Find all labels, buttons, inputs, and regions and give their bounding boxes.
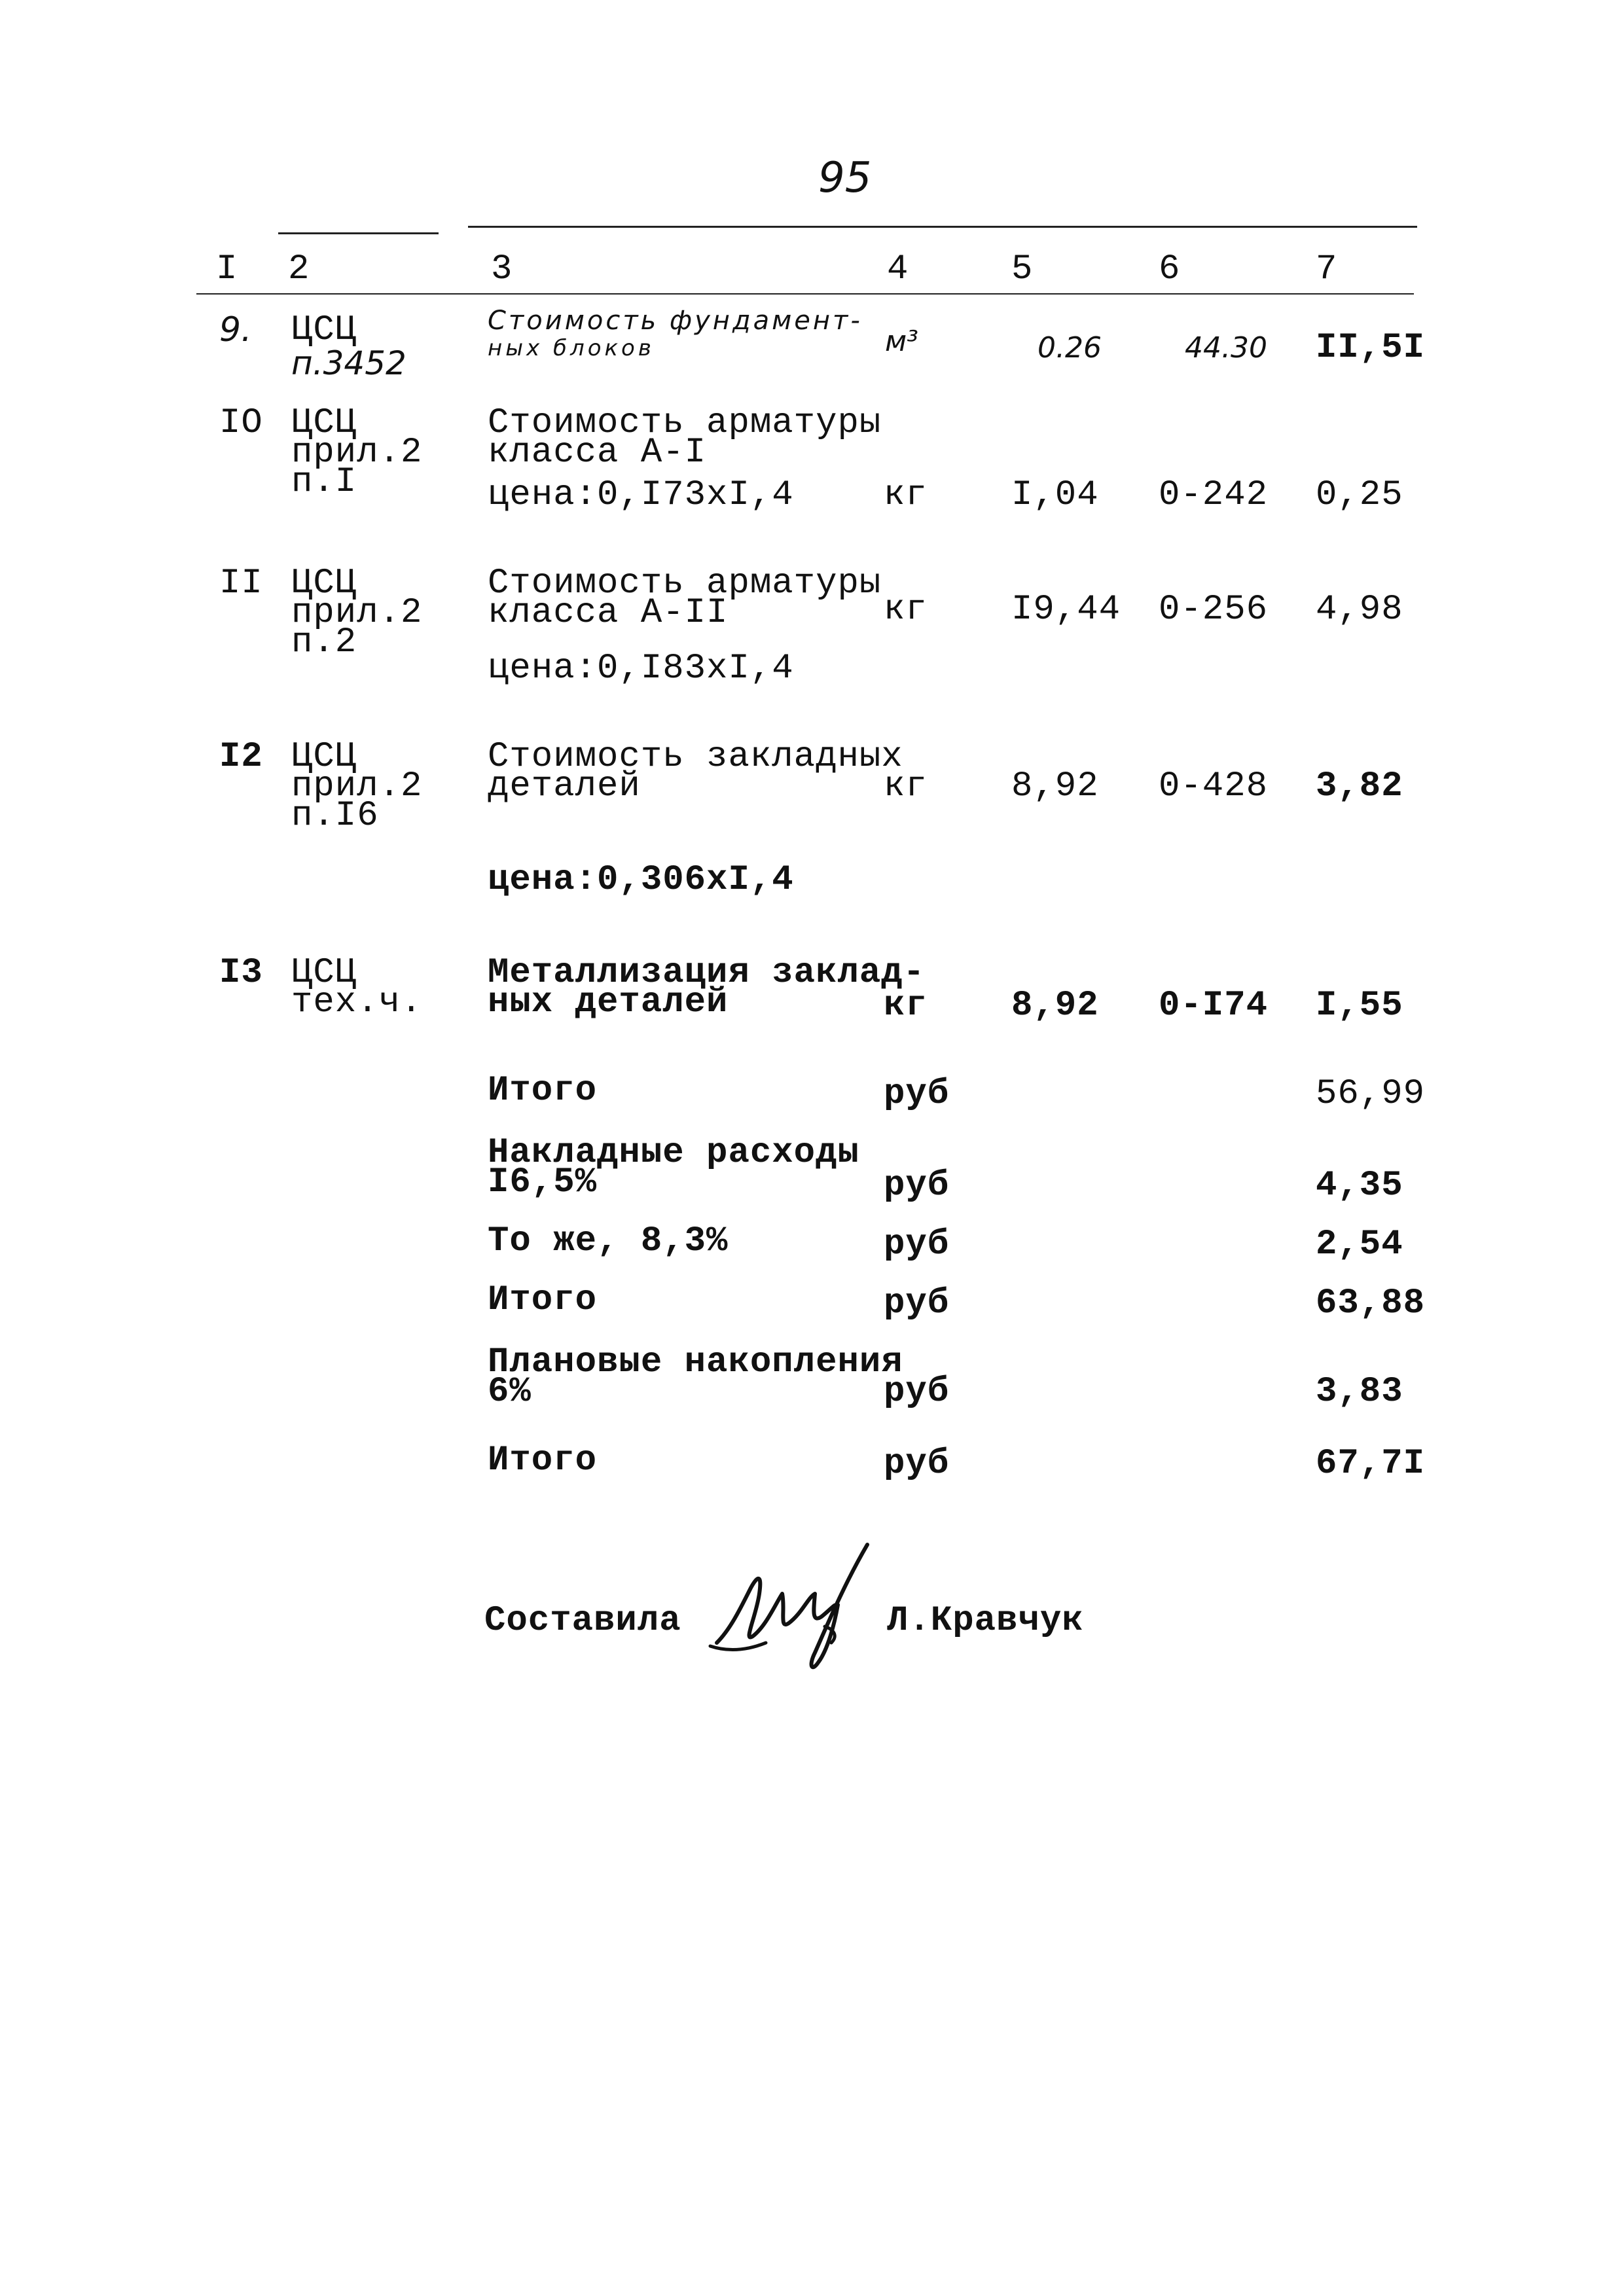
row-13-code-line-2: тех.ч. xyxy=(291,982,423,1022)
row-10-desc-line-1: Стоимость арматуры xyxy=(488,403,882,443)
compiler-name: Л.Кравчук xyxy=(887,1601,1084,1641)
row-12-code-line-1: ЦСЦ xyxy=(291,737,357,777)
row-12-unit: кг xyxy=(884,766,928,806)
col-header-2: 2 xyxy=(288,249,310,289)
row-13-quantity: 8,92 xyxy=(1011,986,1099,1026)
row-12-price-formula: цена:0,306xI,4 xyxy=(488,860,794,900)
summary-overhead-label-line-1: Накладные расходы xyxy=(488,1133,859,1173)
row-13-desc-line-1: Металлизация заклад- xyxy=(488,953,926,993)
row-12-code-line-2: прил.2 xyxy=(291,766,423,806)
page-number: 95 xyxy=(818,154,872,202)
row-10-total: 0,25 xyxy=(1316,475,1403,515)
row-9-unit-price: 44.30 xyxy=(1185,331,1267,365)
col-header-4: 4 xyxy=(887,249,909,289)
header-rule-right xyxy=(468,226,1417,228)
summary-planned-savings-label-line-1: Плановые накопления xyxy=(488,1342,903,1382)
row-9-unit: м³ xyxy=(885,325,918,358)
summary-subtotal-1-unit: руб xyxy=(884,1074,950,1114)
row-13-unit-price: 0-I74 xyxy=(1159,986,1269,1026)
summary-grand-total-total: 67,7I xyxy=(1316,1444,1426,1484)
row-11-unit: кг xyxy=(884,590,928,630)
row-12-number: I2 xyxy=(219,737,263,777)
row-13-total: I,55 xyxy=(1316,986,1403,1026)
row-12-desc-line-1: Стоимость закладных xyxy=(488,737,903,777)
row-10-price-formula: цена:0,I73xI,4 xyxy=(488,475,794,515)
row-11-code-line-1: ЦСЦ xyxy=(291,564,357,603)
row-9-number: 9. xyxy=(219,310,252,350)
col-header-7: 7 xyxy=(1316,249,1338,289)
summary-overhead-total: 4,35 xyxy=(1316,1166,1403,1206)
row-11-desc-line-1: Стоимость арматуры xyxy=(488,564,882,603)
row-10-number: IO xyxy=(219,403,263,443)
summary-grand-total-label: Итого xyxy=(488,1441,598,1480)
row-11-code-line-3: п.2 xyxy=(291,622,357,662)
summary-planned-savings-total: 3,83 xyxy=(1316,1372,1403,1412)
row-10-unit-price: 0-242 xyxy=(1159,475,1269,515)
row-12-code-line-3: п.I6 xyxy=(291,796,379,836)
row-9-desc-line-1: Стоимость фундамент- xyxy=(488,306,863,336)
row-9-code-line-1: ЦСЦ xyxy=(291,310,357,350)
row-13-number: I3 xyxy=(219,953,263,993)
col-header-5: 5 xyxy=(1011,249,1034,289)
row-12-total: 3,82 xyxy=(1316,766,1403,806)
header-underline xyxy=(196,293,1414,295)
row-11-code-line-2: прил.2 xyxy=(291,593,423,633)
col-header-1: I xyxy=(216,249,238,289)
summary-subtotal-2-total: 63,88 xyxy=(1316,1283,1426,1323)
compiled-by-label: Составила xyxy=(484,1601,681,1641)
summary-overhead-2-unit: руб xyxy=(884,1225,950,1265)
row-12-unit-price: 0-428 xyxy=(1159,766,1269,806)
col-header-6: 6 xyxy=(1159,249,1181,289)
row-10-code-line-1: ЦСЦ xyxy=(291,403,357,443)
summary-overhead-2-total: 2,54 xyxy=(1316,1225,1403,1265)
row-9-code-line-2: п.3452 xyxy=(291,344,406,382)
summary-overhead-unit: руб xyxy=(884,1166,950,1206)
row-10-code-line-2: прил.2 xyxy=(291,433,423,473)
summary-overhead-label-line-2: I6,5% xyxy=(488,1162,598,1202)
row-11-unit-price: 0-256 xyxy=(1159,590,1269,630)
row-11-total: 4,98 xyxy=(1316,590,1403,630)
summary-planned-savings-label-line-2: 6% xyxy=(488,1372,532,1412)
summary-planned-savings-unit: руб xyxy=(884,1372,950,1412)
row-13-desc-line-2: ных деталей xyxy=(488,982,729,1022)
summary-subtotal-2-label: Итого xyxy=(488,1280,598,1320)
summary-overhead-2-label: То же, 8,3% xyxy=(488,1221,729,1261)
row-9-desc-line-2: ных блоков xyxy=(488,335,655,361)
row-12-desc-line-2: деталей xyxy=(488,766,641,806)
row-11-price-formula: цена:0,I83xI,4 xyxy=(488,649,794,689)
summary-grand-total-unit: руб xyxy=(884,1444,950,1484)
row-12-quantity: 8,92 xyxy=(1011,766,1099,806)
row-10-code-line-3: п.I xyxy=(291,462,357,502)
row-9-quantity: 0.26 xyxy=(1038,331,1102,365)
row-10-unit: кг xyxy=(884,475,928,515)
header-rule-left xyxy=(278,232,439,234)
summary-subtotal-1-label: Итого xyxy=(488,1071,598,1111)
row-11-desc-line-2: класса А-II xyxy=(488,593,729,633)
summary-subtotal-1-total: 56,99 xyxy=(1316,1074,1426,1114)
row-10-desc-line-2: класса А-I xyxy=(488,433,707,473)
row-9-total: II,5I xyxy=(1316,328,1426,368)
col-header-3: 3 xyxy=(491,249,513,289)
row-11-number: II xyxy=(219,564,263,603)
row-13-code-line-1: ЦСЦ xyxy=(291,953,357,993)
signature-image xyxy=(704,1532,880,1682)
row-13-unit: кг xyxy=(884,986,928,1026)
row-10-quantity: I,04 xyxy=(1011,475,1099,515)
row-11-quantity: I9,44 xyxy=(1011,590,1121,630)
summary-subtotal-2-unit: руб xyxy=(884,1283,950,1323)
